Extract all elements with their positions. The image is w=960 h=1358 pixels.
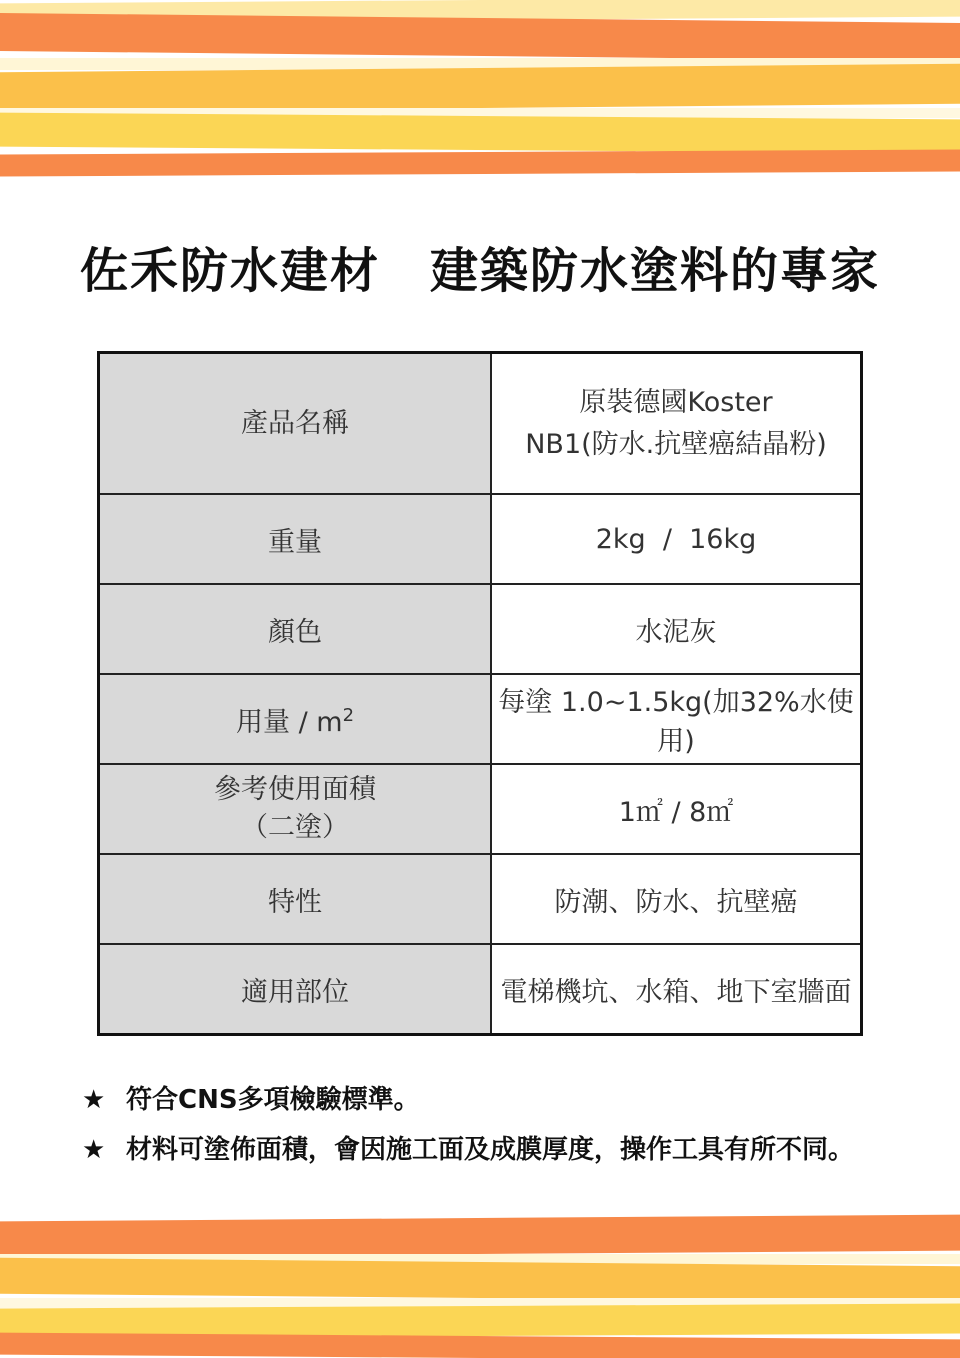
star-icon: ★ <box>82 1135 106 1165</box>
page-title: 佐禾防水建材 建築防水塗料的專家 <box>79 243 880 299</box>
row-value: 防潮、防水、抗壁癌 <box>491 854 862 944</box>
label-line: （二塗） <box>241 812 349 843</box>
table-row <box>99 854 862 944</box>
row-label: 特性 <box>99 854 492 944</box>
note-text: 材料可塗佈面積，會因施工面及成膜厚度，操作工具有所不同。 <box>126 1135 855 1165</box>
bottom-stripe-banner <box>0 1208 960 1358</box>
row-label: 適用部位 <box>99 944 492 1035</box>
table-row <box>99 764 862 854</box>
value-line: NB1(防水.抗壁癌結晶粉) <box>525 428 827 460</box>
table-row <box>99 494 862 584</box>
notes-list <box>82 1078 942 1178</box>
row-label: 重量 <box>99 494 492 584</box>
note-item <box>82 1078 942 1128</box>
row-value: 每塗 1.0~1.5kg(加32%水使用) <box>491 674 862 764</box>
row-label <box>99 674 492 764</box>
label-text: 用量 / m <box>235 706 343 738</box>
row-value: 1㎡ / 8㎡ <box>491 764 862 854</box>
row-label: 顏色 <box>99 584 492 674</box>
top-stripe-banner <box>0 0 960 180</box>
label-superscript: 2 <box>342 704 355 726</box>
star-icon: ★ <box>82 1085 106 1115</box>
value-line: 原裝德國Koster <box>579 386 773 418</box>
row-value: 2kg / 16kg <box>491 494 862 584</box>
table-row <box>99 944 862 1035</box>
row-value <box>491 353 862 495</box>
table-row <box>99 353 862 495</box>
table-row <box>99 674 862 764</box>
table-row <box>99 584 862 674</box>
note-text: 符合CNS多項檢驗標準。 <box>126 1085 420 1115</box>
spec-table <box>97 351 863 1036</box>
row-value: 水泥灰 <box>491 584 862 674</box>
row-label <box>99 764 492 854</box>
label-line: 參考使用面積 <box>214 774 376 805</box>
row-label: 產品名稱 <box>99 353 492 495</box>
note-item <box>82 1128 942 1178</box>
row-value: 電梯機坑、水箱、地下室牆面 <box>491 944 862 1035</box>
